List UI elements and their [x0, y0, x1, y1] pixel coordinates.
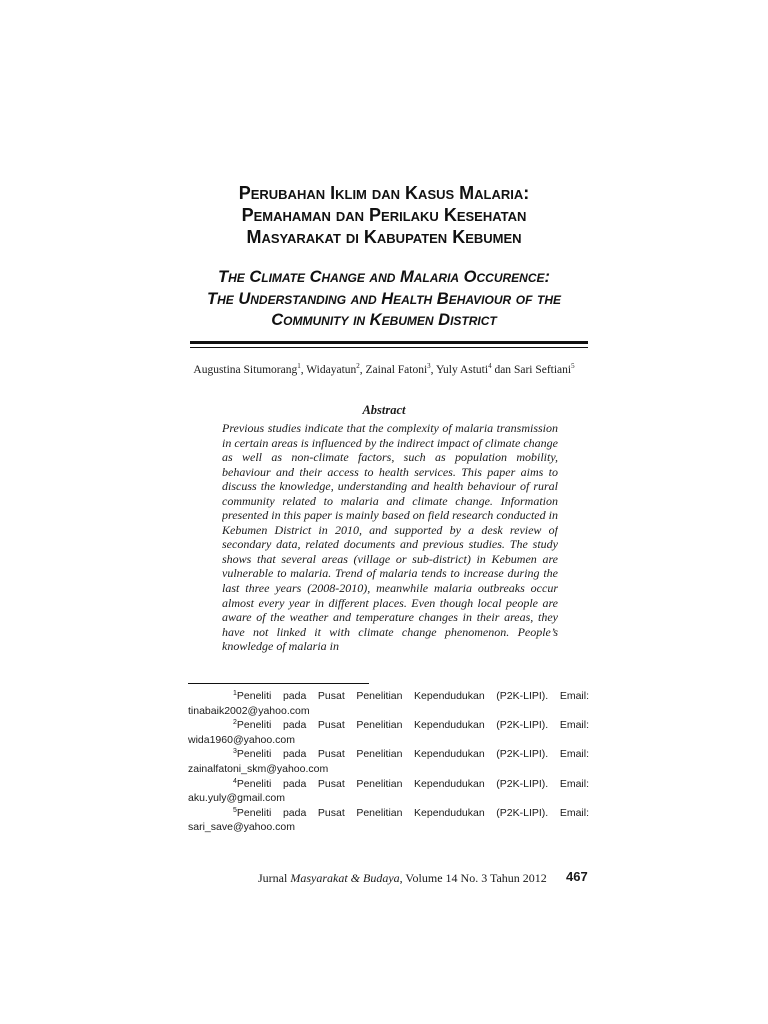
author-name: Sari Seftiani	[513, 364, 572, 376]
footnote-mark: 2	[233, 719, 237, 727]
title-line: Masyarakat di Kabupaten Kebumen	[246, 227, 522, 247]
footnote-mark: 5	[233, 806, 237, 814]
title-line: Perubahan Iklim dan Kasus Malaria:	[238, 183, 530, 203]
title-line: The Climate Change and Malaria Occurence:	[217, 268, 550, 286]
footnote-text: Peneliti pada Pusat Penelitian Kependudukan (P2K-LIPI). Email:	[236, 777, 589, 790]
title-divider-thin	[190, 347, 588, 348]
title-line: Pemahaman dan Perilaku Kesehatan	[241, 205, 527, 225]
footnote-mark: 4	[233, 777, 237, 785]
footnote	[188, 689, 589, 718]
journal-volume: , Volume 14 No. 3 Tahun 2012	[399, 871, 547, 885]
author-mark: 1	[297, 362, 301, 370]
footnote-email: aku.yuly@gmail.com	[188, 792, 286, 805]
author-mark: 2	[356, 362, 360, 370]
journal-name: Masyarakat & Budaya	[290, 871, 400, 885]
journal-prefix: Jurnal	[258, 871, 291, 885]
footnotes	[188, 689, 589, 835]
author-mark: 4	[488, 362, 492, 370]
author-mark: 5	[571, 362, 575, 370]
footnote-text: Peneliti pada Pusat Penelitian Kependudukan (P2K-LIPI). Email:	[236, 806, 589, 819]
footnote-email: tinabaik2002@yahoo.com	[188, 704, 310, 717]
abstract-body: Previous studies indicate that the complexity of malaria transmission in certain areas is influenced by the indirect impact of climate change as well as non-climate factors, such as population mobility, behaviour and their access to health services. This paper aims to discuss the knowledge, understanding and health behaviour of rural community related to malaria and climate change. Information presented in this paper is mainly based on field research conducted in Kebumen District in 2010, and supported by a desk review of secondary data, related documents and previous studies. The study shows that several areas (village or sub-district) in Kebumen are vulnerable to malaria. Trend of malaria tends to increase during the last three years (2008-2010), meanwhile malaria outbreaks occur almost every year in different places. Even though local people are aware of the weather and temperature changes in their areas, they have not linked it with climate change phenomenon. People’s knowledge of malaria in	[222, 421, 558, 654]
footnote-text: Peneliti pada Pusat Penelitian Kependudukan (P2K-LIPI). Email:	[236, 690, 589, 702]
title-divider-thick	[190, 341, 588, 344]
footnote-separator	[188, 683, 369, 684]
footnote-email: sari_save@yahoo.com	[188, 821, 295, 834]
author-list	[150, 362, 618, 378]
page-number: 467	[566, 869, 588, 884]
author-name: Widayatun	[306, 364, 357, 376]
title-line: Community in Kebumen District	[271, 311, 497, 329]
author-separator: dan	[491, 364, 514, 376]
footnote	[188, 777, 589, 806]
author-name: Yuly Astuti	[435, 364, 489, 376]
footnote	[188, 747, 589, 776]
footnote-mark: 3	[233, 748, 237, 756]
footnote-text: Peneliti pada Pusat Penelitian Kependudukan (P2K-LIPI). Email:	[236, 748, 589, 761]
author-mark: 3	[427, 362, 431, 370]
footnote-mark: 1	[233, 690, 237, 697]
article-title-english	[150, 267, 618, 332]
footnote	[188, 806, 589, 835]
running-footer	[258, 870, 547, 886]
footnote-email: zainalfatoni_skm@yahoo.com	[188, 762, 329, 775]
author-separator: ,	[359, 364, 366, 376]
footnote-email: wida1960@yahoo.com	[188, 733, 295, 746]
author-name: Zainal Fatoni	[365, 364, 428, 376]
footnote	[188, 718, 589, 747]
footnote-text: Peneliti pada Pusat Penelitian Kependudukan (P2K-LIPI). Email:	[236, 719, 589, 732]
article-title-indonesian	[150, 182, 618, 248]
author-name: Augustina Situmorang	[193, 364, 298, 376]
author-separator: ,	[430, 364, 436, 376]
abstract-heading: Abstract	[362, 403, 406, 417]
author-separator: ,	[300, 364, 307, 376]
title-line: The Understanding and Health Behaviour of the	[207, 289, 561, 308]
